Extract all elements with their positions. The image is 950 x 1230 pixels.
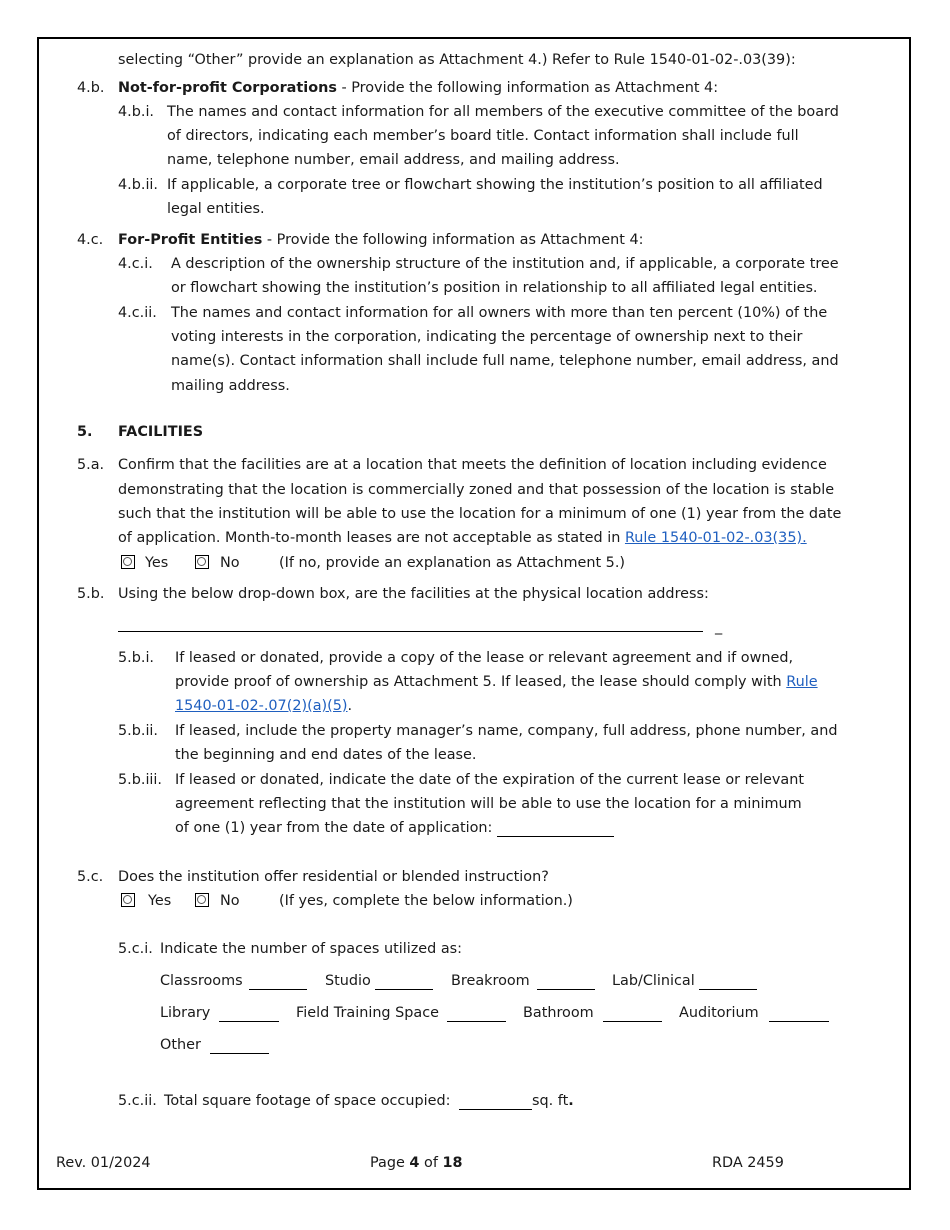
item-4ci-line1: A description of the ownership structure of the institution and, if applicable, a corporate tree bbox=[171, 256, 839, 272]
section-5c-number: 5.c. bbox=[77, 869, 104, 885]
intro-line: selecting “Other” provide an explanation as Attachment 4.) Refer to Rule 1540-01-02-.03(39): bbox=[118, 52, 796, 68]
breakroom-label: Breakroom bbox=[451, 973, 530, 989]
item-5ci-label: Indicate the number of spaces utilized as: bbox=[160, 941, 462, 957]
item-5biii-line2: agreement reflecting that the institution will be able to use the location for a minimum bbox=[175, 796, 802, 812]
item-5biii-line1: If leased or donated, indicate the date of the expiration of the current lease or relevant bbox=[175, 772, 805, 788]
field-training-count-field[interactable] bbox=[447, 1021, 506, 1022]
other-label: Other bbox=[160, 1037, 201, 1053]
sq-ft-text: sq. ft bbox=[532, 1093, 569, 1109]
item-5biii-line3: of one (1) year from the date of application: bbox=[175, 820, 493, 836]
rule-1540-01-02-07-link-part2[interactable]: 1540-01-02-.07(2)(a)(5) bbox=[175, 698, 348, 714]
section-4c-instruction: - Provide the following information as Attachment 4: bbox=[262, 232, 644, 248]
item-4cii-line1: The names and contact information for all owners with more than ten percent (10%) of the bbox=[171, 305, 828, 321]
section-4c-heading bbox=[118, 233, 644, 247]
5a-note: (If no, provide an explanation as Attachment 5.) bbox=[279, 555, 626, 571]
bathroom-count-field[interactable] bbox=[603, 1021, 662, 1022]
5a-no-radio[interactable] bbox=[195, 555, 209, 569]
square-footage-unit bbox=[532, 1094, 574, 1108]
section-5a-line2: demonstrating that the location is commercially zoned and that possession of the location is stable bbox=[118, 482, 835, 498]
page-number bbox=[370, 1156, 463, 1170]
item-4bi-line1: The names and contact information for all members of the executive committee of the board bbox=[167, 104, 839, 120]
studio-count-field[interactable] bbox=[375, 989, 433, 990]
item-5bi-line3 bbox=[175, 699, 352, 713]
rule-1540-01-02-03-35-link[interactable]: Rule 1540-01-02-.03(35). bbox=[624, 530, 807, 546]
other-count-field[interactable] bbox=[210, 1053, 269, 1054]
item-5bi-line3-period: . bbox=[347, 698, 353, 714]
item-5ci-number: 5.c.i. bbox=[118, 941, 153, 957]
dropdown-arrow[interactable]: _ bbox=[715, 619, 723, 635]
bathroom-label: Bathroom bbox=[523, 1005, 594, 1021]
section-4b-heading bbox=[118, 81, 718, 95]
item-5cii-number: 5.c.ii. bbox=[118, 1093, 157, 1109]
section-5a-line3: such that the institution will be able to use the location for a minimum of one (1) year from the date bbox=[118, 506, 842, 522]
page-of-word: of bbox=[419, 1155, 443, 1171]
page-current: 4 bbox=[409, 1155, 420, 1171]
5a-yes-radio[interactable] bbox=[121, 555, 135, 569]
5a-no-label: No bbox=[220, 555, 240, 571]
5c-no-label: No bbox=[220, 893, 240, 909]
breakroom-count-field[interactable] bbox=[537, 989, 595, 990]
5c-note: (If yes, complete the below information.) bbox=[279, 893, 573, 909]
section-4b-instruction: - Provide the following information as Attachment 4: bbox=[336, 80, 719, 96]
section-5a-line4-text: of application. Month-to-month leases are not acceptable as stated in bbox=[118, 530, 625, 546]
page-total: 18 bbox=[442, 1155, 463, 1171]
item-4bii-number: 4.b.ii. bbox=[118, 177, 159, 193]
form-number: RDA 2459 bbox=[712, 1155, 784, 1171]
5c-no-radio[interactable] bbox=[195, 893, 209, 907]
item-5bi-number: 5.b.i. bbox=[118, 650, 155, 666]
item-5bii-line1: If leased, include the property manager’s name, company, full address, phone number, and bbox=[175, 723, 838, 739]
section-4b-title: Not-for-profit Corporations bbox=[118, 80, 337, 96]
classrooms-label: Classrooms bbox=[160, 973, 243, 989]
section-5b-line1: Using the below drop-down box, are the facilities at the physical location address: bbox=[118, 586, 709, 602]
lab-clinical-count-field[interactable] bbox=[699, 989, 757, 990]
item-4ci-line2: or flowchart showing the institution’s position in relationship to all affiliated legal entities. bbox=[171, 280, 818, 296]
item-4cii-number: 4.c.ii. bbox=[118, 305, 157, 321]
section-5a-line4 bbox=[118, 531, 807, 545]
section-5c-line1: Does the institution offer residential or blended instruction? bbox=[118, 869, 549, 885]
field-training-label: Field Training Space bbox=[296, 1005, 439, 1021]
item-4cii-line2: voting interests in the corporation, indicating the percentage of ownership next to their bbox=[171, 329, 803, 345]
item-5cii-label: Total square footage of space occupied: bbox=[164, 1093, 451, 1109]
item-4cii-line3: name(s). Contact information shall include full name, telephone number, email address, and bbox=[171, 353, 839, 369]
item-4bi-line2: of directors, indicating each member’s board title. Contact information shall include full bbox=[167, 128, 799, 144]
section-5a-number: 5.a. bbox=[77, 457, 105, 473]
lab-clinical-label: Lab/Clinical bbox=[612, 973, 695, 989]
sq-ft-period: . bbox=[568, 1093, 574, 1109]
item-4bii-line1: If applicable, a corporate tree or flowchart showing the institution’s position to all affiliated bbox=[167, 177, 823, 193]
lease-expiration-date-field[interactable] bbox=[497, 836, 614, 837]
square-footage-field[interactable] bbox=[459, 1109, 532, 1110]
revision-label: Rev. 01/2024 bbox=[56, 1155, 151, 1171]
section-4c-number: 4.c. bbox=[77, 232, 104, 248]
studio-label: Studio bbox=[325, 973, 371, 989]
section-5-title: FACILITIES bbox=[118, 424, 204, 440]
item-4ci-number: 4.c.i. bbox=[118, 256, 153, 272]
item-5bi-line1: If leased or donated, provide a copy of the lease or relevant agreement and if owned, bbox=[175, 650, 794, 666]
item-4bi-number: 4.b.i. bbox=[118, 104, 155, 120]
section-5b-number: 5.b. bbox=[77, 586, 105, 602]
classrooms-count-field[interactable] bbox=[249, 989, 307, 990]
library-label: Library bbox=[160, 1005, 211, 1021]
item-5bi-line2-text: provide proof of ownership as Attachment 5. If leased, the lease should comply with bbox=[175, 674, 787, 690]
item-5bii-line2: the beginning and end dates of the lease. bbox=[175, 747, 477, 763]
item-5biii-number: 5.b.iii. bbox=[118, 772, 163, 788]
rule-1540-01-02-07-link-part1[interactable]: Rule bbox=[786, 674, 818, 690]
auditorium-label: Auditorium bbox=[679, 1005, 759, 1021]
section-4b-number: 4.b. bbox=[77, 80, 105, 96]
library-count-field[interactable] bbox=[219, 1021, 279, 1022]
item-5bii-number: 5.b.ii. bbox=[118, 723, 159, 739]
5a-yes-label: Yes bbox=[145, 555, 169, 571]
section-5a-line1: Confirm that the facilities are at a location that meets the definition of location including evidence bbox=[118, 457, 827, 473]
facility-status-dropdown[interactable] bbox=[118, 631, 703, 632]
item-5bi-line2 bbox=[175, 675, 818, 689]
auditorium-count-field[interactable] bbox=[769, 1021, 829, 1022]
item-4bi-line3: name, telephone number, email address, and mailing address. bbox=[167, 152, 620, 168]
page-word: Page bbox=[370, 1155, 410, 1171]
5c-yes-label: Yes bbox=[148, 893, 172, 909]
section-4c-title: For-Profit Entities bbox=[118, 232, 263, 248]
item-4cii-line4: mailing address. bbox=[171, 378, 290, 394]
5c-yes-radio[interactable] bbox=[121, 893, 135, 907]
section-5-number: 5. bbox=[77, 424, 93, 440]
item-4bii-line2: legal entities. bbox=[167, 201, 265, 217]
